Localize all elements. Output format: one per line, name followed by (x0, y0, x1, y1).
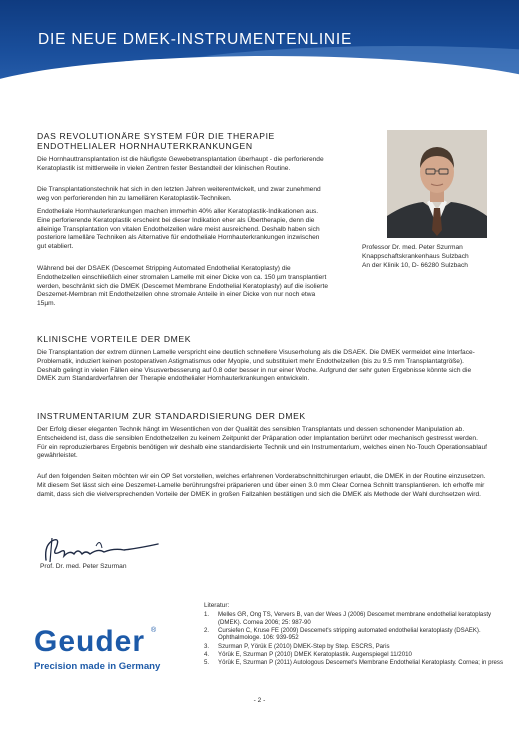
signature-name: Prof. Dr. med. Peter Szurman (40, 563, 127, 570)
literature-item-text: Szurman P, Yörük E (2010) DMEK-Step by Step. ESCRS, Paris (218, 642, 390, 650)
section1-title-line1: DAS REVOLUTIONÄRE SYSTEM FÜR DIE THERAPIE (37, 131, 275, 141)
logo-tagline: Precision made in Germany (34, 661, 161, 672)
section1-paragraph-3: Endotheliale Hornhauterkrankungen machen immerhin 40% aller Keratoplastik-Indikationen aus. Eine perforierende Keratoplastik erscheint bei dieser Indikation eher als Übertherapie, denn die alleinige Transplantation von vitalen Endothelzellen wäre meist ausreichend. Deshalb haben sich posteriore lamelläre Techniken als Alternative für endotheliale Hornhauterkrankungen inzwischen gut etabliert. (37, 208, 320, 251)
section2-paragraph-1: Die Transplantation der extrem dünnen Lamelle verspricht eine deutlich schnellere Visuserholung als die DSAEK. Die DMEK vermeidet eine Interface-Problematik, induziert keinen postoperativen Astigmatismus oder Myopie, und substituiert mehr Endothelzellen (bis zu 9.5 mm Transplantatgröße). Deshalb gelingt in vielen Fällen eine Visusverbesserung auf 0.8 oder besser in nur einer Woche. Aufgrund der sehr guten Ergebnisse könnte sich die DMEK zum Standardverfahren der Therapie endothelialer Hornhauterkrankungen entwickeln. (37, 349, 475, 383)
literature-item (204, 611, 504, 626)
handwritten-signature (40, 534, 170, 566)
page-number: - 2 - (253, 697, 266, 704)
author-photo (387, 130, 487, 238)
literature-item (204, 659, 504, 667)
literature-item-number: 3. (204, 642, 210, 650)
literature-item-number: 2. (204, 626, 210, 634)
section3-paragraph-2: Auf den folgenden Seiten möchten wir ein OP Set vorstellen, welches erfahrenen Vorderabschnittchirurgen erlaubt, die DMEK in der Routine einzusetzen. Mit diesem Set lässt sich eine Deszemet-Lamelle berührungsfrei präparieren und über einen 3.0 mm Clear Cornea Schnitt transplantieren. Ich erhoffe mir damit, dass sich die vielversprechenden Vorteile der DMEK in großen Fallzahlen bestätigen und sich die DMEK als Methode der Wahl durchsetzen wird. (37, 473, 486, 498)
literature-item-text: Cursiefen C, Kruse FE (2009) Descemet's stripping automated endothelial keratoplasty (DSAEK). Ophthalmologe. 106: 939-952 (218, 626, 481, 642)
literature-item-number: 1. (204, 611, 210, 618)
page-title: DIE NEUE DMEK-INSTRUMENTENLINIE (38, 31, 353, 48)
author-address: An der Klinik 10, D- 66280 Sulzbach (362, 261, 468, 269)
literature-list (204, 611, 504, 667)
literature-title: Literatur: (204, 602, 230, 609)
author-name: Professor Dr. med. Peter Szurman (362, 244, 463, 251)
literature-item (204, 643, 504, 651)
section1-title-line2: ENDOTHELIALER HORNHAUTERKRANKUNGEN (37, 141, 253, 151)
literature-item-text: Yörük E, Szurman P (2011) Autologous Descemet's Membrane Endothelial Keratoplasty. Cornea; in press (218, 658, 504, 666)
geuder-logo: Geuder (34, 625, 146, 658)
section1-paragraph-1: Die Hornhauttransplantation ist die häufigste Gewebetransplantation überhaupt - die perforierende Keratoplastik ist mittlerweile in vielen Zentren fester Bestandteil der klinischen Routine. (37, 156, 324, 172)
section3-paragraph-1: Der Erfolg dieser eleganten Technik hängt im Wesentlichen von der Qualität des sensiblen Transplantats und dessen schonender Manipulation ab. Entscheidend ist, dass die sensiblen Endothelzellen zu keinem Zeitpunkt der Präparation oder Implantation berührt oder mechanisch gestresst werden. Für ein reproduzierbares Ergebnis benötigen wir deshalb eine standardisierte Technik und ein Instrumentarium, welches einen No-Touch Operationsablauf gewährleistet. (37, 426, 487, 460)
literature-item-text: Melles GR, Ong TS, Ververs B, van der Wees J (2006) Descemet membrane endothelial keratoplasty (DMEK). Cornea 2006; 25: 987-90 (218, 611, 492, 626)
logo-registered-mark: ® (151, 627, 157, 634)
section1-paragraph-4: Während bei der DSAEK (Descemet Stripping Automated Endothelial Keratoplasty) die Endothelzellen einschließlich einer stromalen Lamelle mit einer Dicke von ca. 150 µm transplantiert werden, beschränkt sich die DMEK (Descemet Membrane Endothelial Keratoplasty) auf die isolierte Deszemet-Membran mit Endothelzellen ohne stromale Anteile in einer Dicke von nur noch etwa 15µm. (37, 265, 328, 308)
author-caption (362, 244, 512, 270)
portrait-image (387, 130, 487, 238)
literature-item (204, 651, 504, 659)
literature-item-number: 4. (204, 650, 210, 658)
literature-item-text: Yörük E, Szurman P (2010) DMEK Keratoplastik. Augenspiegel 11/2010 (218, 650, 412, 658)
section2-title: KLINISCHE VORTEILE DER DMEK (37, 334, 192, 344)
section3-title: INSTRUMENTARIUM ZUR STANDARDISIERUNG DER DMEK (37, 411, 306, 421)
header-banner (0, 0, 519, 96)
literature-item-number: 5. (204, 658, 210, 666)
section1-paragraph-2: Die Transplantationstechnik hat sich in den letzten Jahren weiterentwickelt, und zwar zunehmend weg von perforierenden hin zu lamellären Keratoplastik-Techniken. (37, 186, 321, 202)
literature-item (204, 627, 504, 642)
author-institution: Knappschaftskrankenhaus Sulzbach (362, 252, 469, 260)
